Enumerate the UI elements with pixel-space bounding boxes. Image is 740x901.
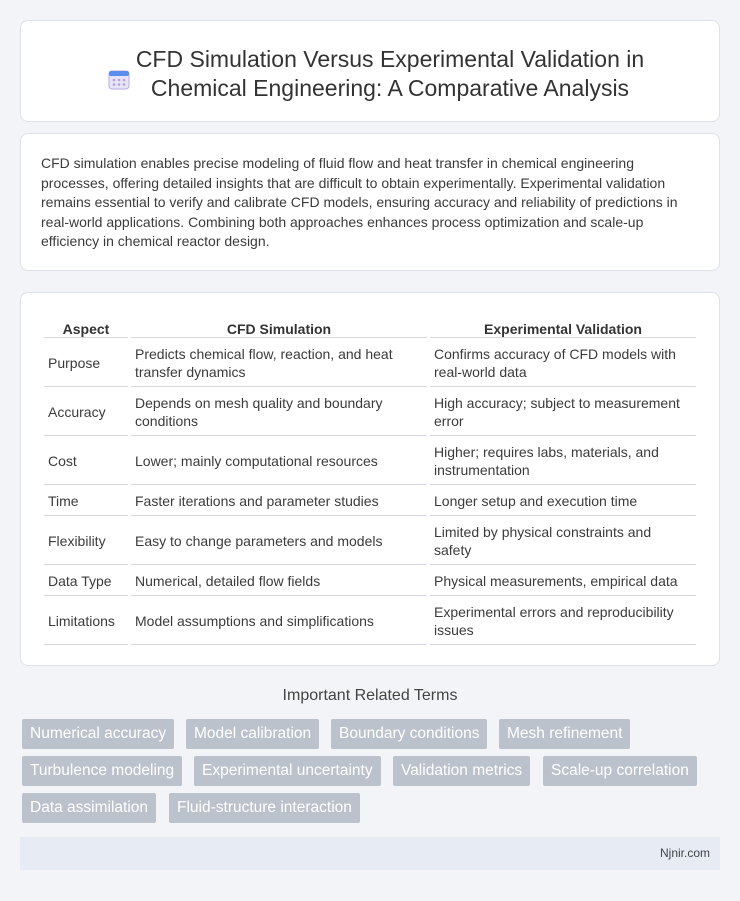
related-terms-heading: Important Related Terms	[282, 687, 458, 704]
term-tag-mesh-refinement[interactable]: Mesh refinement	[499, 719, 630, 749]
term-tag-turbulence-modeling[interactable]: Turbulence modeling	[22, 756, 182, 786]
term-tag-experimental-uncertainty[interactable]: Experimental uncertainty	[194, 756, 381, 786]
table-row	[44, 390, 696, 436]
table-row	[44, 488, 696, 516]
header-aspect: Aspect	[44, 316, 128, 338]
aspect-cell: Purpose	[44, 341, 128, 387]
table-row	[44, 599, 696, 645]
cfd-cell: Model assumptions and simplifications	[131, 599, 427, 645]
cfd-cell: Faster iterations and parameter studies	[131, 488, 427, 516]
comparison-table	[41, 313, 699, 648]
aspect-cell: Limitations	[44, 599, 128, 645]
table-row	[44, 519, 696, 565]
site-name: Njnir.com	[659, 846, 710, 860]
experimental-cell: High accuracy; subject to measurement error	[430, 390, 696, 436]
term-tag-data-assimilation[interactable]: Data assimilation	[22, 793, 156, 823]
table-row	[44, 341, 696, 387]
cfd-cell: Depends on mesh quality and boundary conditions	[131, 390, 427, 436]
aspect-cell: Cost	[44, 439, 128, 485]
term-tag-validation-metrics[interactable]: Validation metrics	[393, 756, 530, 786]
experimental-cell: Limited by physical constraints and safety	[430, 519, 696, 565]
experimental-cell: Longer setup and execution time	[430, 488, 696, 516]
cfd-cell: Numerical, detailed flow fields	[131, 568, 427, 596]
term-tag-scale-up-correlation[interactable]: Scale-up correlation	[543, 756, 697, 786]
comparison-card	[20, 292, 720, 666]
table-row	[44, 439, 696, 485]
page-title: CFD Simulation Versus Experimental Validation in Chemical Engineering: A Comparative Analysis	[135, 46, 645, 101]
experimental-cell: Higher; requires labs, materials, and instrumentation	[430, 439, 696, 485]
experimental-cell: Experimental errors and reproducibility issues	[430, 599, 696, 645]
aspect-cell: Accuracy	[44, 390, 128, 436]
aspect-cell: Data Type	[44, 568, 128, 596]
header-experimental: Experimental Validation	[430, 316, 696, 338]
footer	[20, 837, 720, 870]
title-card	[20, 20, 720, 122]
cfd-cell: Predicts chemical flow, reaction, and heat transfer dynamics	[131, 341, 427, 387]
aspect-cell: Flexibility	[44, 519, 128, 565]
intro-card	[20, 133, 720, 271]
term-tag-model-calibration[interactable]: Model calibration	[186, 719, 319, 749]
aspect-cell: Time	[44, 488, 128, 516]
experimental-cell: Confirms accuracy of CFD models with real-world data	[430, 341, 696, 387]
experimental-cell: Physical measurements, empirical data	[430, 568, 696, 596]
cfd-cell: Lower; mainly computational resources	[131, 439, 427, 485]
table-row	[44, 568, 696, 596]
header-cfd: CFD Simulation	[131, 316, 427, 338]
term-tag-numerical-accuracy[interactable]: Numerical accuracy	[22, 719, 174, 749]
cfd-cell: Easy to change parameters and models	[131, 519, 427, 565]
term-tag-boundary-conditions[interactable]: Boundary conditions	[331, 719, 487, 749]
term-tag-fluid-structure-interaction[interactable]: Fluid-structure interaction	[169, 793, 360, 823]
intro-paragraph: CFD simulation enables precise modeling of fluid flow and heat transfer in chemical engineering processes, offering detailed insights that are difficult to obtain experimentally. Experimental validation remains essential to verify and calibrate CFD models, ensuring accuracy and reliability of predictions in real-world applications. Combining both approaches enhances process optimization and scale-up efficiency in chemical reactor design.	[41, 155, 678, 250]
